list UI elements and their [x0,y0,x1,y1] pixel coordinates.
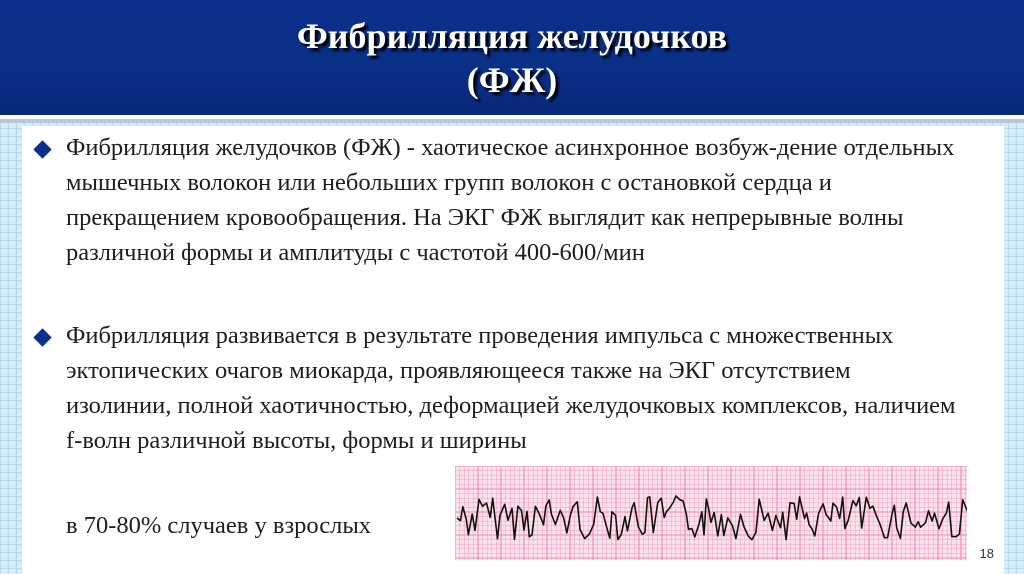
bullet-item [32,130,962,270]
slide-number: 18 [979,546,994,561]
bullet-text: Фибрилляция развивается в результате проведения импульса с множественных эктопических очагов миокарда, проявляющееся также на ЭКГ отсутствием изолинии, полной хаотичностью, деформацией желудочковых комплексов, наличием f-волн различной высоты, формы и ширины [66,322,956,454]
adults-percentage-text: в 70-80% случаев у взрослых [66,512,372,539]
bullet-item [32,318,962,458]
bullet-text: Фибрилляция желудочков (ФЖ) - хаотическое асинхронное возбуж-дение отдельных мышечных волокон или небольших групп волокон с остановкой сердца и прекращением кровообращения. На ЭКГ ФЖ выглядит как непрерывные волны различной формы и амплитуды с частотой 400-600/мин [66,134,955,266]
ecg-strip-image [455,466,967,560]
slide-title [0,14,1024,102]
slide-title-line-1: Фибрилляция желудочков [296,16,728,56]
ecg-paper [455,466,967,560]
slide-title-line-2: (ФЖ) [466,60,558,100]
title-bar [0,0,1024,119]
